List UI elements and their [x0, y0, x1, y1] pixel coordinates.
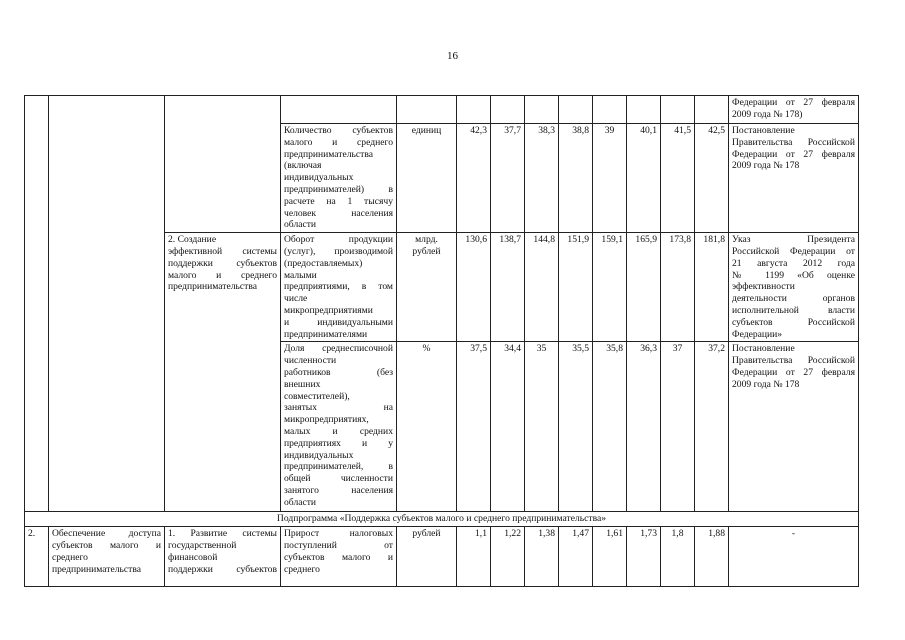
basis-line: субъектов Российской [732, 316, 855, 328]
basis-line: Правительства Российской [732, 136, 855, 148]
indicator-line: Прирост налоговых [284, 528, 393, 540]
goal-line: субъектов малого и [52, 539, 161, 551]
value-cell [525, 96, 559, 124]
basis-line: Федерации» [732, 328, 783, 340]
value-cell: 37 [661, 342, 695, 512]
basis-line: № 1199 «Об оценке [732, 269, 855, 281]
basis-line: Правительства Российской [732, 355, 855, 367]
indicator-line: общей численности [284, 473, 393, 485]
indicator-line: числе [284, 293, 308, 305]
indicator-line: (услуг), производимой [284, 245, 393, 257]
goal-cell [49, 96, 165, 512]
subprogram-heading: Подпрограмма «Поддержка субъектов малого и среднего предпринимательства» [25, 512, 859, 527]
value-cell: 1,61 [593, 527, 627, 587]
page-number: 16 [447, 50, 458, 62]
value-cell: 35 [525, 342, 559, 512]
value-cell: 159,1 [593, 233, 627, 342]
value-cell: 36,3 [627, 342, 661, 512]
indicator-line: человек населения [284, 207, 393, 219]
basis-line: Постановление [732, 343, 795, 355]
indicator-line: (включая [284, 160, 322, 172]
task-line: эффективной системы [168, 245, 277, 257]
basis-line: Федерации от 27 февраля [732, 366, 855, 378]
indicator-line: численности [284, 355, 337, 367]
indicator-cell [281, 96, 397, 124]
basis-line: Российской Федерации от [732, 245, 855, 257]
unit-cell: единиц [397, 124, 457, 233]
indicator-line: предприятиях и у [284, 437, 393, 449]
basis-line: Постановление [732, 125, 795, 136]
table-row [25, 96, 859, 124]
indicator-line: малыми [284, 269, 317, 281]
basis-line: Указ Президента [732, 234, 855, 246]
task-line: 2. Создание [168, 234, 217, 246]
indicator-line: и индивидуальными [284, 316, 393, 328]
value-cell: 38,3 [525, 124, 559, 233]
basis-cell [729, 124, 859, 233]
indicator-line: Количество субъектов [284, 125, 393, 136]
value-cell: 40,1 [627, 124, 661, 233]
value-cell: 1,1 [457, 527, 491, 587]
indicator-line: малого и среднего [284, 136, 393, 148]
value-cell: 1,22 [491, 527, 525, 587]
indicator-line: Доля среднесписочной [284, 343, 393, 355]
basis-line: исполнительной власти [732, 304, 855, 316]
basis-cell [729, 96, 859, 124]
unit-cell: % [397, 342, 457, 512]
basis-cell [729, 233, 859, 342]
indicator-line: микропредприятиями [284, 304, 373, 316]
value-cell [559, 96, 593, 124]
task-line: предпринимательства [168, 281, 258, 293]
value-cell: 1,8 [661, 527, 695, 587]
value-cell: 1,47 [559, 527, 593, 587]
unit-cell [397, 96, 457, 124]
value-cell: 37,2 [695, 342, 729, 512]
indicator-line: области [284, 496, 317, 508]
value-cell [695, 96, 729, 124]
indicator-line: предпринимателями [284, 328, 368, 340]
indicator-line: микропредприятиях, [284, 414, 369, 426]
value-cell: 34,4 [491, 342, 525, 512]
goal-line: среднего [52, 551, 88, 563]
value-cell: 1,88 [695, 527, 729, 587]
indicator-line: занятых на [284, 402, 393, 414]
basis-line: 21 августа 2012 года [732, 257, 855, 269]
indicator-line: предпринимателей, в [284, 461, 393, 473]
value-cell: 37,7 [491, 124, 525, 233]
task-line: поддержки субъектов [168, 563, 277, 575]
value-cell: 42,3 [457, 124, 491, 233]
indicator-line: (предоставляемых) [284, 257, 363, 269]
basis-line: 2009 года № 178 [732, 160, 800, 172]
value-cell: 181,8 [695, 233, 729, 342]
basis-line: эффективности [732, 281, 795, 293]
indicator-line: предприятиями, в том [284, 281, 393, 293]
table-row [25, 512, 859, 527]
value-cell [593, 96, 627, 124]
task-line: малого и среднего [168, 269, 277, 281]
indicator-line: субъектов малого и [284, 551, 393, 563]
task-cell [165, 527, 281, 587]
value-cell [661, 96, 695, 124]
indicator-line: Оборот продукции [284, 234, 393, 246]
indicator-line: работников (без [284, 366, 393, 378]
value-cell [457, 96, 491, 124]
goal-cell [49, 527, 165, 587]
goal-line: Обеспечение доступа [52, 528, 161, 540]
unit-line: млрд. [415, 234, 438, 246]
table-row [25, 527, 859, 587]
value-cell: 35,5 [559, 342, 593, 512]
basis-line: Федерации от 27 февраля [732, 97, 855, 108]
indicator-line: области [284, 219, 317, 231]
value-cell [627, 96, 661, 124]
goal-line: предпринимательства [52, 563, 142, 575]
value-cell [491, 96, 525, 124]
task-line: поддержки субъектов [168, 257, 277, 269]
indicator-line: среднего [284, 563, 320, 575]
task-cell [165, 96, 281, 233]
indicator-line: предпринимательства [284, 148, 374, 160]
indicator-line: совместителей), [284, 390, 350, 402]
indicator-cell [281, 342, 397, 512]
indicator-line: малых и средних [284, 425, 393, 437]
value-cell: 38,8 [559, 124, 593, 233]
indicator-line: занятого населения [284, 484, 393, 496]
value-cell: 41,5 [661, 124, 695, 233]
indicators-table [24, 95, 859, 587]
unit-line: рублей [412, 245, 441, 257]
unit-cell [397, 233, 457, 342]
indicator-cell [281, 124, 397, 233]
basis-line: 2009 года № 178 [732, 378, 800, 390]
value-cell: 42,5 [695, 124, 729, 233]
indicator-cell [281, 233, 397, 342]
value-cell: 39 [593, 124, 627, 233]
basis-line: Федерации от 27 февраля [732, 148, 855, 160]
unit-cell: рублей [397, 527, 457, 587]
value-cell: 130,6 [457, 233, 491, 342]
indicator-cell [281, 527, 397, 587]
indicator-line: индивидуальных [284, 172, 354, 184]
value-cell: 1,38 [525, 527, 559, 587]
value-cell: 1,73 [627, 527, 661, 587]
task-line: финансовой [168, 551, 218, 563]
indicator-line: поступлений от [284, 539, 393, 551]
value-cell: 35,8 [593, 342, 627, 512]
task-line: государственной [168, 539, 237, 551]
basis-cell [729, 342, 859, 512]
basis-cell: - [729, 527, 859, 587]
basis-line: 2009 года № 178) [732, 108, 803, 120]
row-number-cell [25, 96, 49, 512]
task-line: 1. Развитие системы [168, 528, 277, 540]
value-cell: 151,9 [559, 233, 593, 342]
indicator-line: предпринимателей) в [284, 183, 393, 195]
value-cell: 173,8 [661, 233, 695, 342]
value-cell: 165,9 [627, 233, 661, 342]
value-cell: 138,7 [491, 233, 525, 342]
value-cell: 37,5 [457, 342, 491, 512]
indicator-line: расчете на 1 тысячу [284, 195, 393, 207]
row-number-cell: 2. [25, 527, 49, 587]
indicator-line: внешних [284, 378, 321, 390]
basis-line: деятельности органов [732, 293, 855, 305]
value-cell: 144,8 [525, 233, 559, 342]
task-cell [165, 233, 281, 512]
indicator-line: индивидуальных [284, 449, 354, 461]
